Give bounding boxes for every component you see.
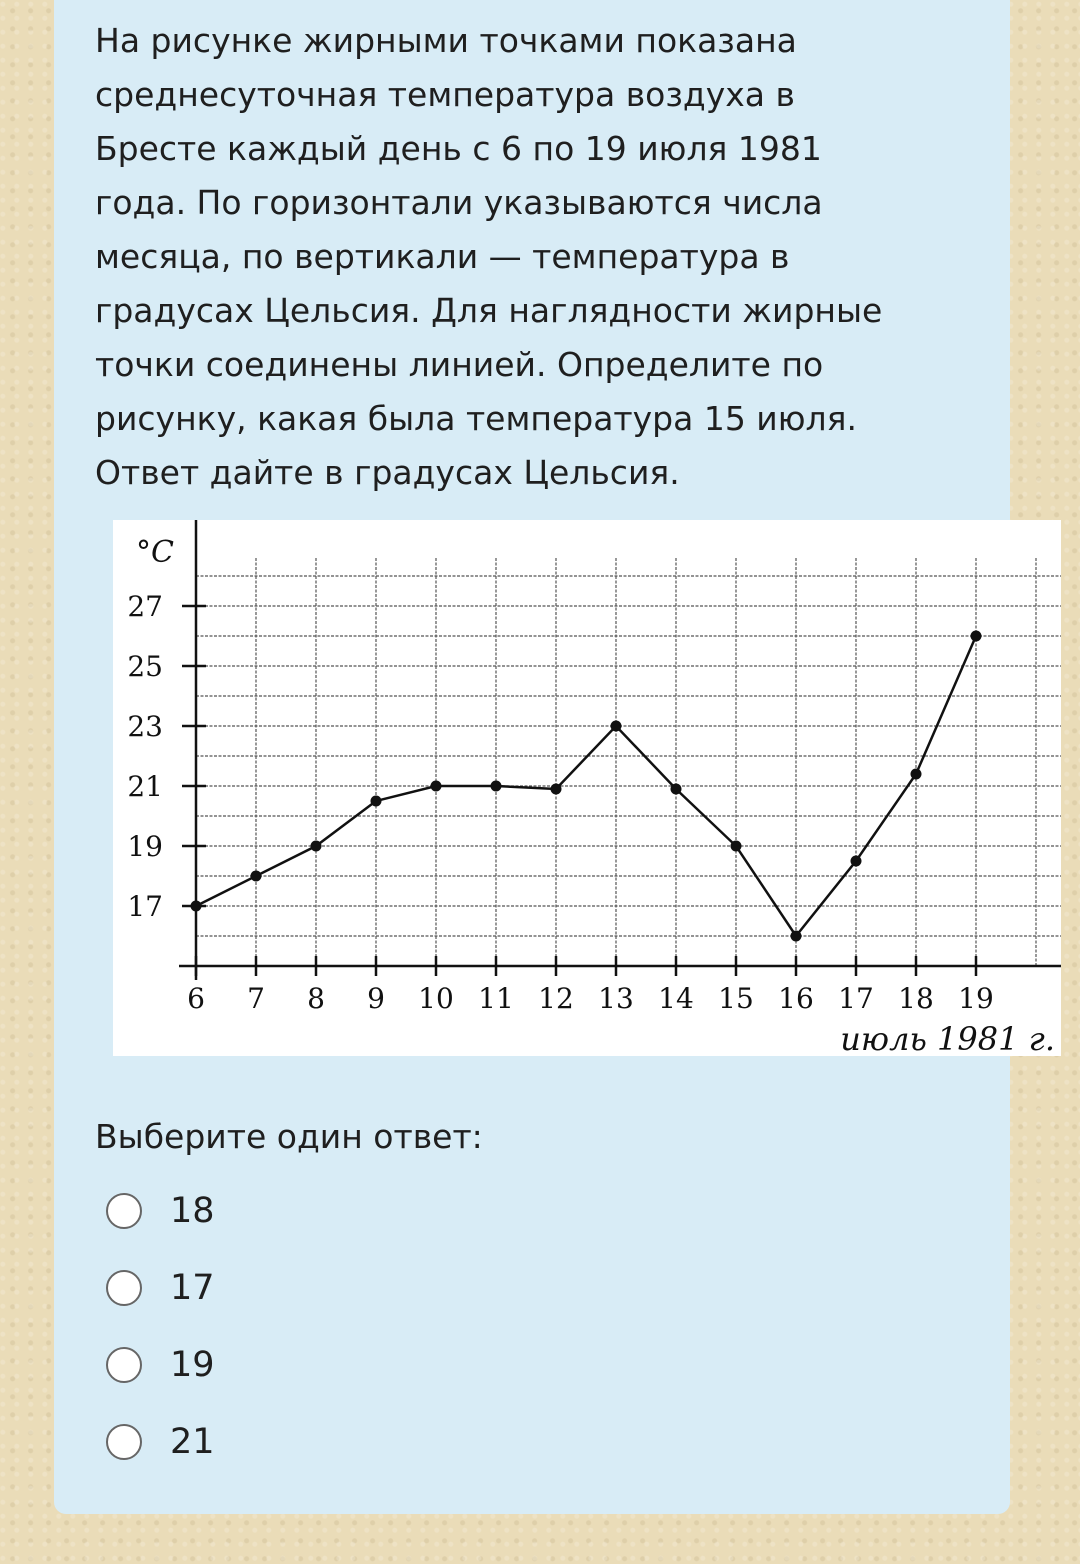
y-tick-label: 17 (127, 890, 163, 923)
option-label: 19 (170, 1345, 215, 1385)
radio-button[interactable] (106, 1193, 142, 1229)
data-point (611, 721, 622, 732)
x-tick-label: 10 (418, 982, 454, 1015)
option-label: 18 (170, 1191, 215, 1231)
data-point (311, 841, 322, 852)
tick-labels (127, 590, 993, 1015)
y-axis-label: °C (136, 535, 174, 570)
data-point (251, 871, 262, 882)
data-point (791, 931, 802, 942)
x-tick-label: 19 (958, 982, 994, 1015)
temperature-chart (113, 520, 1061, 1056)
y-tick-label: 19 (127, 830, 163, 863)
data-point (851, 856, 862, 867)
x-tick-label: 9 (367, 982, 385, 1015)
radio-button[interactable] (106, 1424, 142, 1460)
x-axis-label: июль 1981 г. (840, 1020, 1055, 1056)
question-text: На рисунке жирными точками показана среднесуточная температура воздуха в Бресте каждый день с 6 по 19 июля 1981 года. По горизонтали указываются числа месяца, по вертикали — температура в градусах Цельсия. Для наглядности жирные точки соединены линией. Определите по рисунку, какая была температура 15 июля. Ответ дайте в градусах Цельсия. (95, 21, 883, 492)
answer-option-3[interactable] (106, 1340, 215, 1390)
answer-prompt: Выберите один ответ: (95, 1117, 483, 1156)
data-point (431, 781, 442, 792)
data-point (731, 841, 742, 852)
y-tick-label: 21 (127, 770, 163, 803)
radio-button[interactable] (106, 1347, 142, 1383)
data-point (551, 784, 562, 795)
answer-option-2[interactable] (106, 1263, 215, 1313)
answer-option-4[interactable] (106, 1417, 215, 1467)
x-tick-label: 18 (898, 982, 934, 1015)
answer-option-1[interactable] (106, 1186, 215, 1236)
radio-button[interactable] (106, 1270, 142, 1306)
x-tick-label: 11 (478, 982, 514, 1015)
data-point (911, 769, 922, 780)
option-label: 21 (170, 1422, 215, 1462)
x-tick-label: 14 (658, 982, 694, 1015)
chart-grid (196, 558, 1061, 966)
x-tick-label: 7 (247, 982, 265, 1015)
data-point (671, 784, 682, 795)
x-tick-label: 13 (598, 982, 634, 1015)
x-tick-label: 15 (718, 982, 754, 1015)
data-point (971, 631, 982, 642)
y-tick-label: 23 (127, 710, 163, 743)
x-tick-label: 12 (538, 982, 574, 1015)
x-tick-label: 8 (307, 982, 325, 1015)
chart-svg (113, 520, 1061, 1056)
y-tick-label: 25 (127, 650, 163, 683)
chart-axes (179, 520, 1061, 980)
data-point (371, 796, 382, 807)
data-point (191, 901, 202, 912)
data-point (491, 781, 502, 792)
option-label: 17 (170, 1268, 215, 1308)
x-tick-label: 6 (187, 982, 205, 1015)
x-tick-label: 16 (778, 982, 814, 1015)
y-tick-label: 27 (127, 590, 163, 623)
x-tick-label: 17 (838, 982, 874, 1015)
